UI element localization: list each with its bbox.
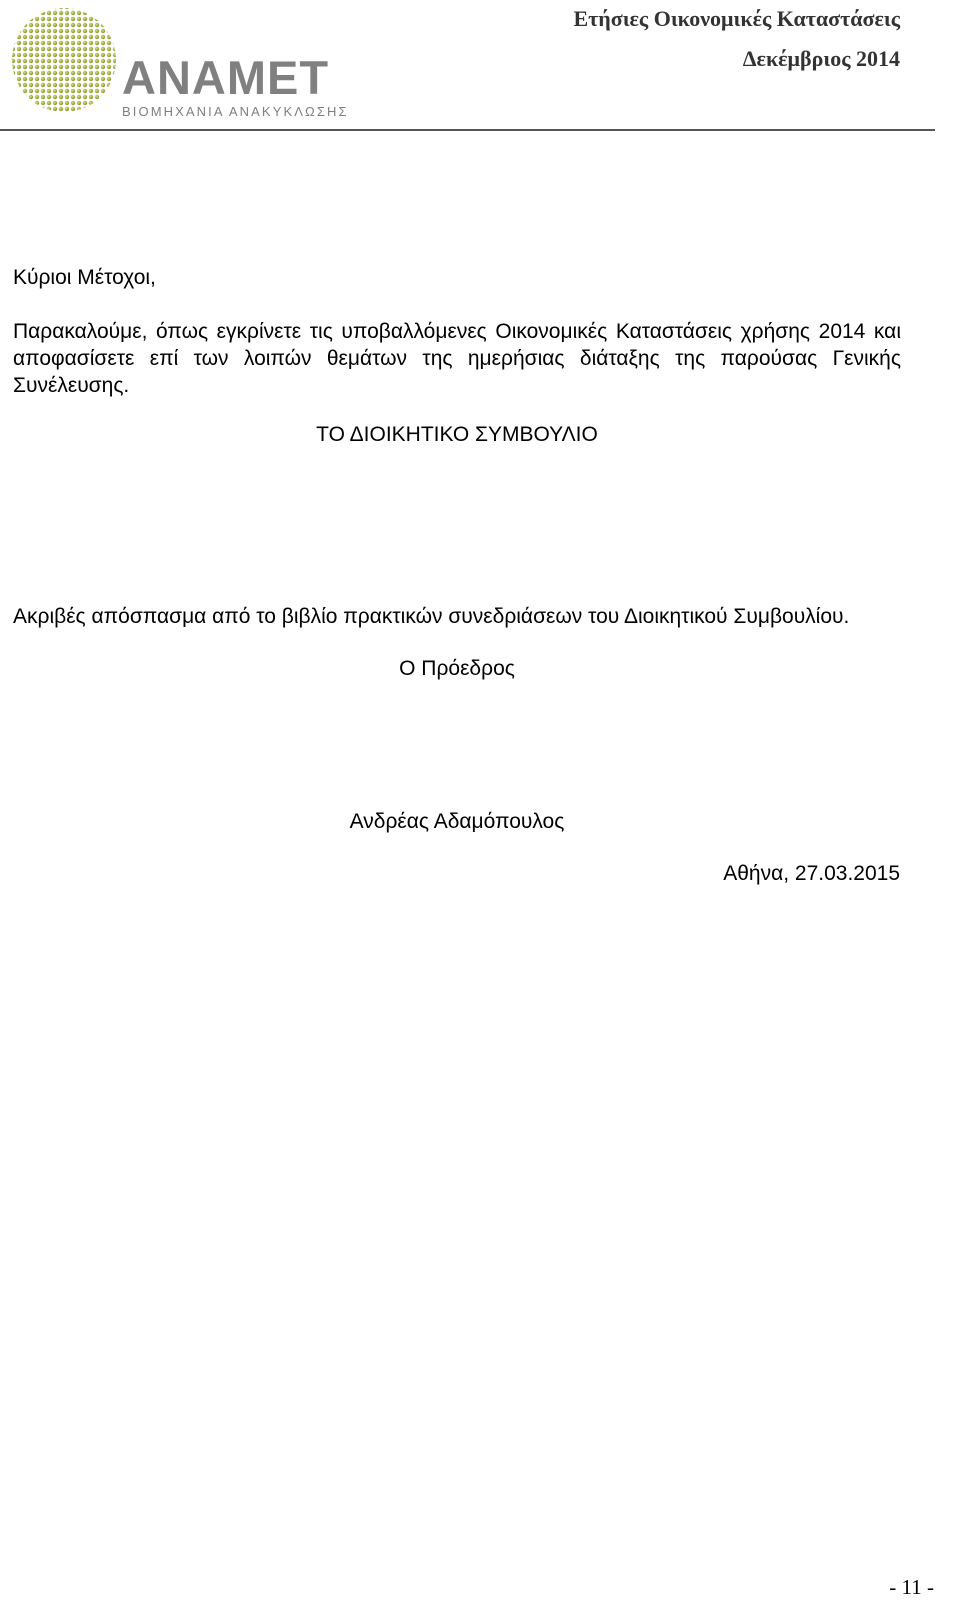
document-title: Ετήσιες Οικονομικές Καταστάσεις bbox=[573, 6, 900, 31]
chairman-name: Ανδρέας Αδαμόπουλος bbox=[349, 810, 565, 833]
logo-subtitle: ΒΙΟΜΗΧΑΝΙΑ ΑΝΑΚΥΚΛΩΣΗΣ bbox=[122, 104, 349, 119]
logo-wordmark: ANAMET bbox=[122, 51, 330, 104]
document-period: Δεκέμβριος 2014 bbox=[742, 46, 900, 71]
page-number: - 11 - bbox=[889, 1575, 934, 1599]
company-logo bbox=[10, 4, 380, 120]
place-date: Αθήνα, 27.03.2015 bbox=[723, 862, 900, 885]
chairman-title: Ο Πρόεδρος bbox=[399, 657, 515, 680]
globe-icon bbox=[10, 4, 122, 116]
board-heading: ΤΟ ΔΙΟΙΚΗΤΙΚΟ ΣΥΜΒΟΥΛΙΟ bbox=[316, 423, 598, 446]
extract-paragraph: Ακριβές απόσπασμα από το βιβλίο πρακτικών συνεδριάσεων του Διοικητικού Συμβουλίου. bbox=[13, 605, 850, 628]
salutation: Κύριοι Μέτοχοι, bbox=[13, 266, 156, 289]
header-divider bbox=[0, 129, 935, 131]
body-paragraph: Παρακαλούμε, όπως εγκρίνετε τις υποβαλλόμενες Οικονομικές Καταστάσεις χρήσης 2014 και αποφασίσετε επί των λοιπών θεμάτων της ημερήσιας διάταξης της παρούσας Γενικής Συνέλευσης. bbox=[13, 320, 901, 397]
